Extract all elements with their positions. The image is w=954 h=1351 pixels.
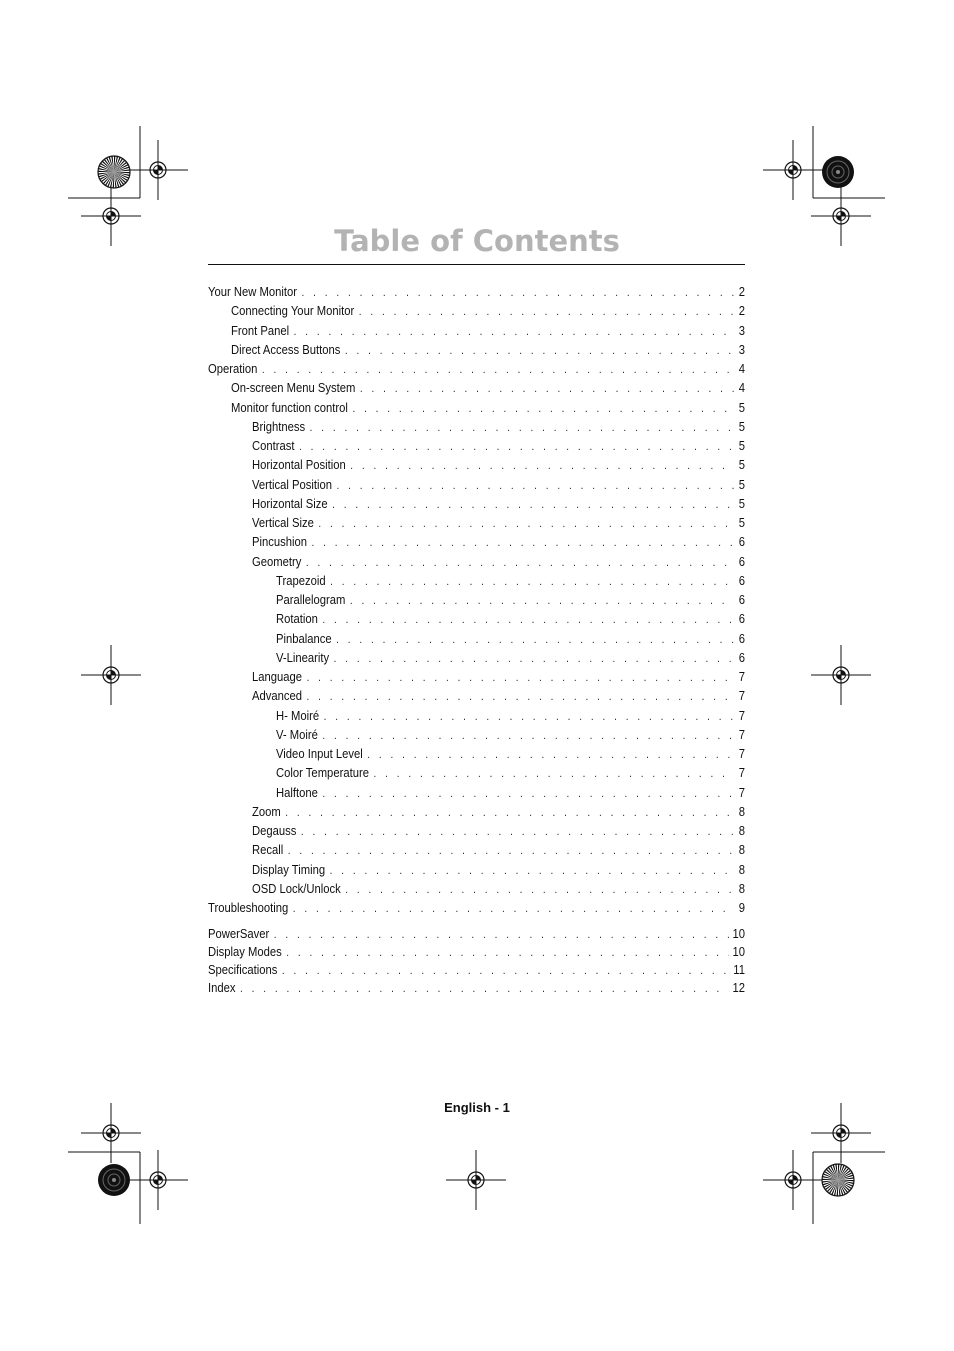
toc-entry[interactable] <box>231 399 745 418</box>
toc-entry[interactable] <box>252 456 745 475</box>
dot-leader <box>285 804 734 823</box>
page-title: Table of Contents <box>334 224 620 258</box>
toc-entry-label: Contrast <box>252 439 295 453</box>
toc-entry-page: 10 <box>732 927 745 941</box>
toc-entry-page: 5 <box>738 516 745 530</box>
toc-entry-label: Geometry <box>252 554 302 569</box>
toc-entry-page: 9 <box>738 901 745 915</box>
toc-entry-label: Trapezoid <box>276 573 326 588</box>
toc-entry-page: 6 <box>738 593 745 607</box>
toc-entry[interactable] <box>276 572 745 591</box>
dot-leader <box>334 650 735 669</box>
crosshair-target-icon <box>81 645 141 705</box>
dot-leader <box>288 842 734 861</box>
toc-entry[interactable] <box>252 841 745 860</box>
toc-entry[interactable] <box>252 476 745 495</box>
toc-entry-page: 6 <box>738 535 745 550</box>
toc-entry[interactable] <box>231 379 745 398</box>
toc-entry-label: Specifications <box>208 963 278 977</box>
toc-entry[interactable] <box>276 591 745 610</box>
dot-leader <box>293 900 734 919</box>
toc-entry-page: 8 <box>738 804 745 819</box>
toc-entry-label: Pincushion <box>252 535 308 550</box>
dot-leader <box>350 457 734 476</box>
toc-entry-label: V- Moiré <box>276 727 318 742</box>
target-disc-icon <box>98 1164 130 1196</box>
toc-entry[interactable] <box>208 979 745 998</box>
dot-leader <box>345 342 734 361</box>
starburst-icon <box>822 1164 854 1196</box>
dot-leader <box>350 592 734 611</box>
toc-entry-page: 6 <box>738 650 745 665</box>
toc-entry-page: 4 <box>738 381 745 396</box>
toc-entry-label: Advanced <box>252 689 303 704</box>
dot-leader <box>307 669 735 688</box>
toc-entry[interactable] <box>208 283 745 302</box>
toc-entry-label: PowerSaver <box>208 927 270 941</box>
dot-leader <box>336 631 734 650</box>
dot-leader <box>330 862 735 881</box>
toc-entry[interactable] <box>252 418 745 437</box>
toc-entry-page: 5 <box>738 439 745 453</box>
dot-leader <box>330 573 734 592</box>
toc-entry[interactable] <box>231 322 745 341</box>
toc-entry[interactable] <box>231 302 745 321</box>
toc-entry[interactable] <box>252 687 745 706</box>
toc-entry-page: 5 <box>738 477 745 492</box>
dot-leader <box>359 303 734 322</box>
toc-entry-page: 12 <box>732 981 745 995</box>
toc-entry-page: 5 <box>738 496 745 511</box>
dot-leader <box>337 477 735 496</box>
toc-entry-label: Zoom <box>252 804 281 819</box>
toc-entry-page: 7 <box>738 708 745 723</box>
toc-entry-page: 7 <box>738 747 745 761</box>
toc-entry-label: Vertical Size <box>252 516 314 530</box>
toc-entry-label: Index <box>208 981 236 995</box>
crosshair-target-icon <box>763 140 823 200</box>
dot-leader <box>310 419 735 438</box>
toc-entry[interactable] <box>252 880 745 899</box>
toc-entry-page: 6 <box>738 554 745 569</box>
toc-entry[interactable] <box>208 943 745 962</box>
toc-entry-page: 7 <box>738 670 745 684</box>
toc-entry[interactable] <box>252 437 745 456</box>
toc-entry-page: 8 <box>738 824 745 838</box>
toc-entry[interactable] <box>276 707 745 726</box>
toc-entry-page: 3 <box>738 323 745 338</box>
dot-leader <box>322 785 734 804</box>
toc-entry-label: Brightness <box>252 419 306 434</box>
toc-entry-page: 7 <box>738 689 745 704</box>
toc-entry[interactable] <box>208 360 745 379</box>
toc-entry-label: Pinbalance <box>276 631 332 646</box>
toc-entry-label: Parallelogram <box>276 593 346 607</box>
toc-entry-label: Connecting Your Monitor <box>231 304 355 319</box>
dot-leader <box>332 496 734 515</box>
toc-entry-label: Halftone <box>276 785 318 800</box>
dot-leader <box>324 708 735 727</box>
dot-leader <box>307 688 735 707</box>
toc-entry[interactable] <box>252 533 745 552</box>
toc-entry[interactable] <box>276 784 745 803</box>
toc-entry-label: Your New Monitor <box>208 285 298 299</box>
toc-entry-label: Horizontal Position <box>252 458 346 473</box>
toc-entry-label: OSD Lock/Unlock <box>252 881 341 896</box>
toc-entry-label: Video Input Level <box>276 747 363 761</box>
toc-entry-label: Color Temperature <box>276 766 369 781</box>
toc-entry-label: Recall <box>252 843 284 858</box>
toc-entry[interactable] <box>276 745 745 764</box>
toc-entry-label: Horizontal Size <box>252 496 328 511</box>
toc-entry[interactable] <box>252 668 745 687</box>
toc-entry-page: 2 <box>738 304 745 319</box>
crosshair-target-icon <box>128 140 188 200</box>
dot-leader <box>360 380 734 399</box>
toc-entry-label: Troubleshooting <box>208 901 289 915</box>
toc-entry-label: Front Panel <box>231 323 290 338</box>
dot-leader <box>345 881 734 900</box>
toc-entry-page: 2 <box>738 285 745 299</box>
toc-entry[interactable] <box>276 610 745 629</box>
starburst-icon <box>98 156 130 188</box>
toc-entry[interactable] <box>231 341 745 360</box>
toc-entry-label: On-screen Menu System <box>231 381 356 396</box>
toc-entry-page: 7 <box>738 785 745 800</box>
toc-entry[interactable] <box>276 630 745 649</box>
toc-entry-label: Monitor function control <box>231 400 348 415</box>
dot-leader <box>306 554 734 573</box>
dot-leader <box>262 361 734 380</box>
toc-entry-label: Direct Access Buttons <box>231 342 341 357</box>
toc-entry-page: 7 <box>738 727 745 742</box>
toc-entry-page: 6 <box>738 612 745 627</box>
toc-entry-label: V-Linearity <box>276 650 330 665</box>
page-footer: English - 1 <box>444 1100 510 1115</box>
toc-entry-page: 5 <box>738 400 745 415</box>
toc-entry-label: Vertical Position <box>252 477 333 492</box>
toc-entry-page: 11 <box>733 963 745 977</box>
crosshair-target-icon <box>811 645 871 705</box>
toc-entry-page: 6 <box>738 573 745 588</box>
toc-entry-page: 5 <box>738 458 745 473</box>
toc-entry-page: 8 <box>738 881 745 896</box>
toc-entry[interactable] <box>208 961 745 980</box>
toc-entry-page: 10 <box>732 945 745 959</box>
dot-leader <box>322 727 734 746</box>
dot-leader <box>302 284 735 303</box>
toc-entry-page: 3 <box>738 342 745 357</box>
toc-entry[interactable] <box>252 803 745 822</box>
toc-entry-label: Display Modes <box>208 945 282 959</box>
toc-entry-label: H- Moiré <box>276 708 320 723</box>
toc-entry-label: Degauss <box>252 824 297 838</box>
dot-leader <box>299 438 734 457</box>
dot-leader <box>294 323 735 342</box>
dot-leader <box>322 611 734 630</box>
dot-leader <box>301 823 734 842</box>
toc-entry[interactable] <box>252 861 745 880</box>
dot-leader <box>240 980 729 999</box>
toc-entry-label: Language <box>252 670 303 684</box>
dot-leader <box>373 765 734 784</box>
toc-entry[interactable] <box>276 649 745 668</box>
toc-entry[interactable] <box>252 514 745 533</box>
dot-leader <box>352 400 734 419</box>
toc-entry[interactable] <box>252 822 745 841</box>
toc-entry[interactable] <box>208 899 745 918</box>
toc-entry[interactable] <box>252 553 745 572</box>
crosshair-target-icon <box>763 1150 823 1210</box>
toc-entry[interactable] <box>208 925 745 944</box>
toc-entry[interactable] <box>276 726 745 745</box>
crosshair-target-icon <box>446 1150 506 1210</box>
toc-entry-label: Operation <box>208 362 258 376</box>
toc-entry-page: 5 <box>738 419 745 434</box>
toc-entry-page: 8 <box>738 843 745 858</box>
dot-leader <box>312 534 735 553</box>
toc-entry[interactable] <box>276 764 745 783</box>
toc-entry-page: 4 <box>738 362 745 376</box>
toc-entry-page: 6 <box>738 631 745 646</box>
dot-leader <box>367 746 734 765</box>
toc-entry[interactable] <box>252 495 745 514</box>
toc-entry-page: 7 <box>738 766 745 781</box>
toc-entry-label: Rotation <box>276 612 318 627</box>
dot-leader <box>318 515 734 534</box>
toc-entry-label: Display Timing <box>252 862 326 877</box>
toc-entry-page: 8 <box>738 862 745 877</box>
crosshair-target-icon <box>128 1150 188 1210</box>
title-rule <box>208 264 745 265</box>
target-disc-icon <box>822 156 854 188</box>
